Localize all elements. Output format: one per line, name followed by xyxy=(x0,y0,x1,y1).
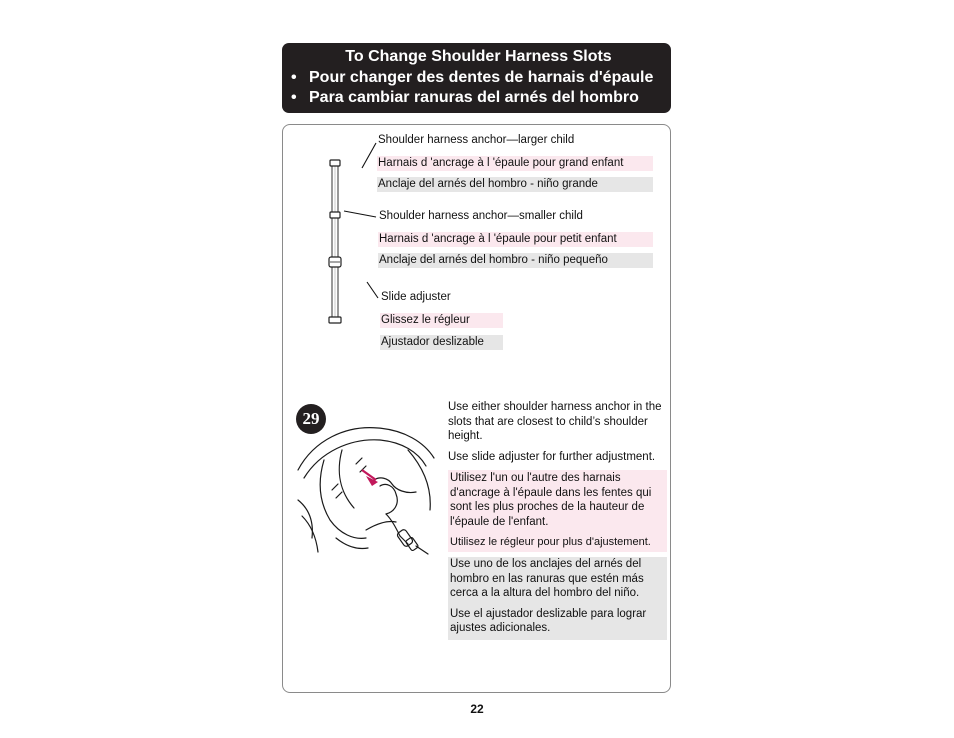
anchor-large-label-en: Shoulder harness anchor—larger child xyxy=(378,134,575,146)
header-title-fr: Pour changer des dentes de harnais d'épaule xyxy=(309,68,654,86)
instructions-english xyxy=(448,400,667,464)
header-title-es: Para cambiar ranuras del arnés del hombro xyxy=(309,89,639,106)
anchor-small-label-en: Shoulder harness anchor—smaller child xyxy=(379,210,583,222)
anchor-small-label-es: Anclaje del arnés del hombro - niño pequeño xyxy=(378,253,653,268)
anchor-small-label-fr: Harnais d 'ancrage à l 'épaule pour petit enfant xyxy=(378,232,653,247)
header-line-es xyxy=(282,88,671,109)
bullet-icon: • xyxy=(291,89,297,106)
instructions-spanish xyxy=(448,557,667,640)
instruction-en-2: Use slide adjuster for further adjustment. xyxy=(448,450,656,463)
anchor-large-label-es: Anclaje del arnés del hombro - niño grande xyxy=(377,177,653,192)
step-number-badge: 29 xyxy=(296,404,326,434)
instruction-es-1: Use uno de los anclajes del arnés del hombro en las ranuras que estén más cerca a la altura del hombro del niño. xyxy=(450,558,644,600)
slide-adjuster-label-fr: Glissez le régleur xyxy=(380,313,503,328)
instruction-fr-2: Utilisez le régleur pour plus d'ajustement. xyxy=(450,536,651,549)
header-title-en: To Change Shoulder Harness Slots xyxy=(345,48,612,65)
slide-adjuster-label-en: Slide adjuster xyxy=(381,291,451,303)
anchor-large-label-fr: Harnais d 'ancrage à l 'épaule pour grand enfant xyxy=(377,156,653,171)
header-line-fr xyxy=(282,68,671,89)
seat-adjustment-illustration xyxy=(296,420,441,558)
page-number: 22 xyxy=(470,702,484,716)
section-header xyxy=(282,43,671,113)
instruction-fr-1: Utilisez l'un ou l'autre des harnais d'ancrage à l'épaule dans les fentes qui sont les plus proches de la hauteur de l'épaule de l'enfant. xyxy=(450,472,652,528)
instruction-en-1: Use either shoulder harness anchor in the slots that are closest to child’s shoulder height. xyxy=(448,401,662,443)
slide-adjuster-label-es: Ajustador deslizable xyxy=(380,335,503,350)
bullet-icon: • xyxy=(291,68,297,86)
instructions-french xyxy=(448,470,667,552)
instruction-es-2: Use el ajustador deslizable para lograr ajustes adicionales. xyxy=(450,607,647,635)
